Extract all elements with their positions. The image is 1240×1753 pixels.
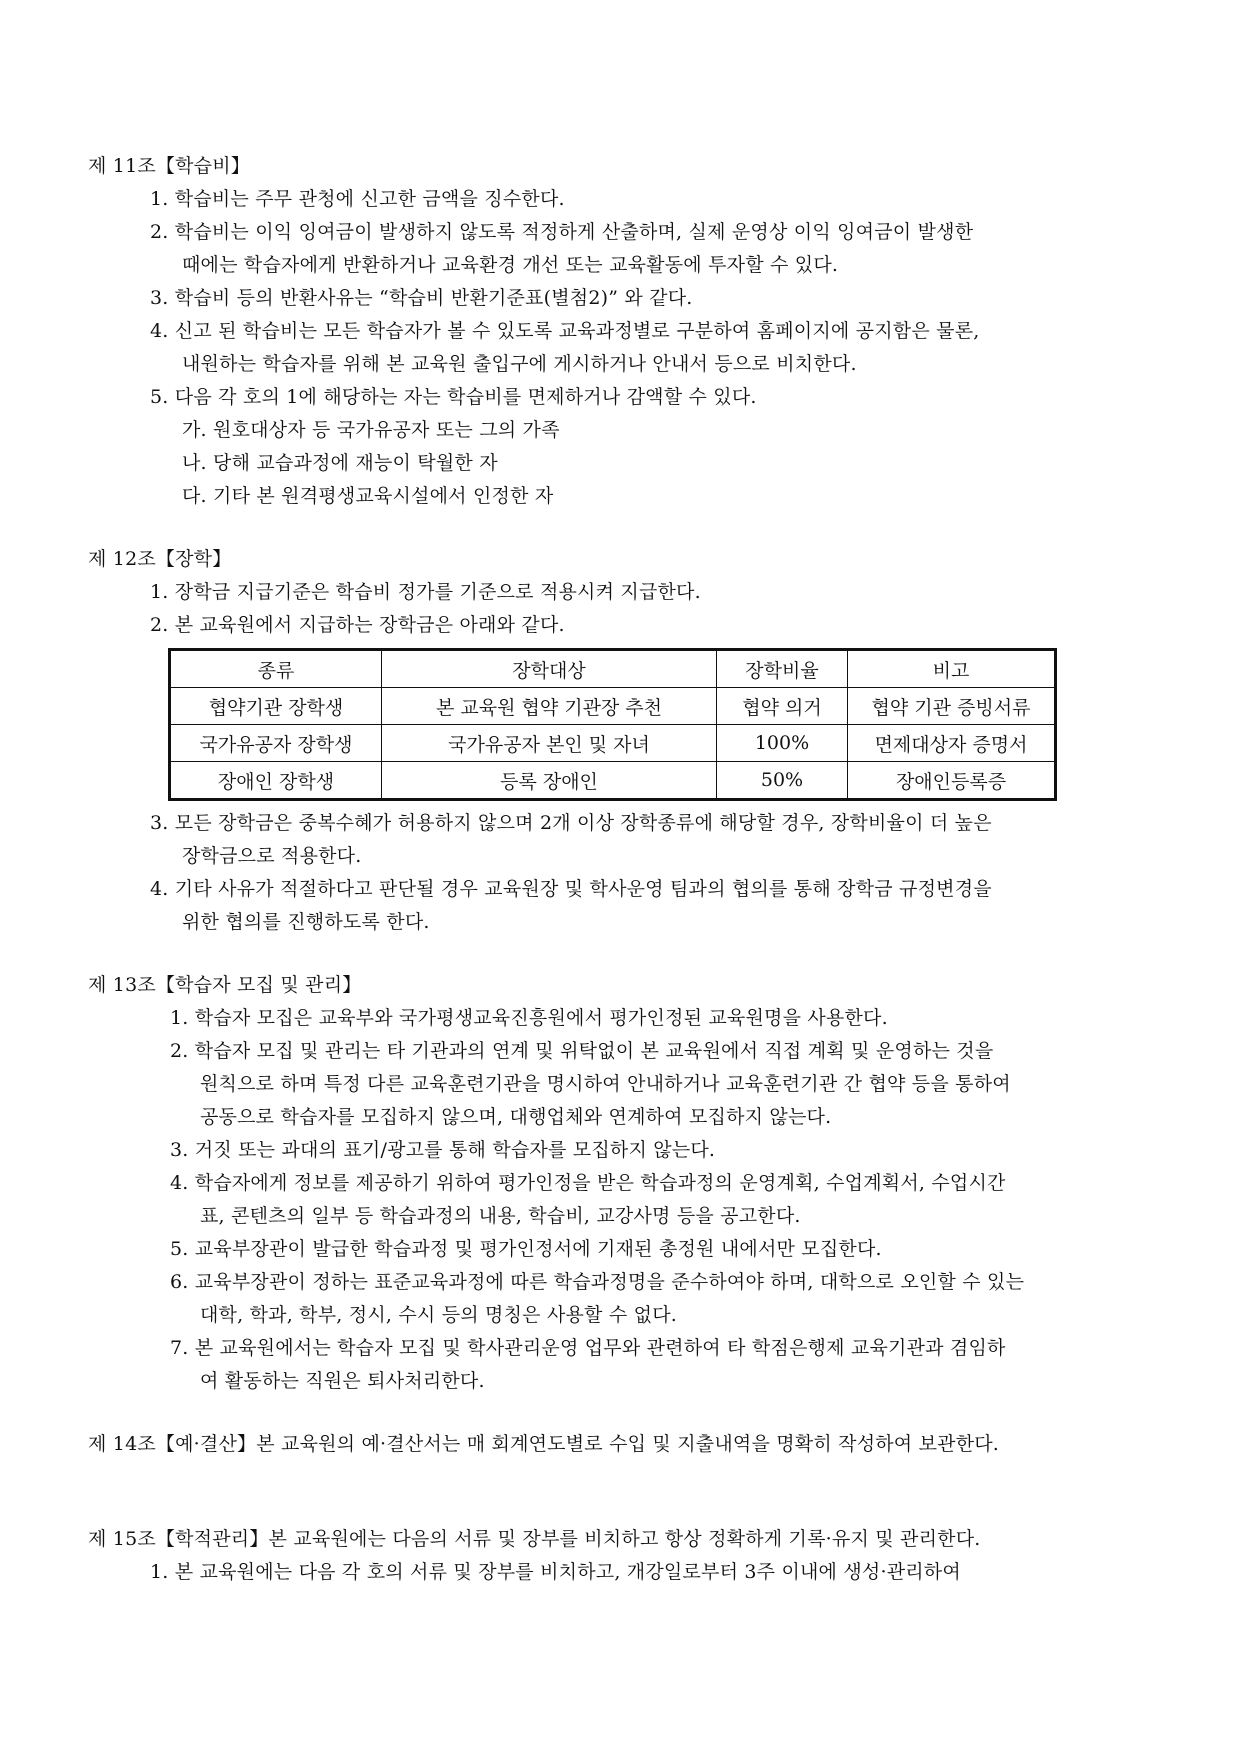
- cell-ratio: 100%: [717, 725, 848, 762]
- header-ratio: 장학비율: [717, 650, 848, 688]
- article-13-item-1: 1. 학습자 모집은 교육부와 국가평생교육진흥원에서 평가인정된 교육원명을 사용한다.: [170, 1007, 888, 1029]
- table-row: [170, 762, 1056, 800]
- article-12-item-1: 1. 장학금 지급기준은 학습비 정가를 기준으로 적용시켜 지급한다.: [150, 581, 701, 603]
- article-15: 제 15조【학적관리】본 교육원에는 다음의 서류 및 장부를 비치하고 항상 정확하게 기록·유지 및 관리한다.: [88, 1528, 981, 1550]
- regulation-document: [88, 150, 1168, 1589]
- article-12-title: 제 12조【장학】: [88, 548, 232, 570]
- article-11-item-4: 4. 신고 된 학습비는 모든 학습자가 볼 수 있도록 교육과정별로 구분하여 홈페이지에 공지함은 물론,: [150, 320, 980, 342]
- table-row: [170, 688, 1056, 725]
- cell-target: 등록 장애인: [382, 762, 717, 800]
- article-13-item-4-cont: 표, 콘텐츠의 일부 등 학습과정의 내용, 학습비, 교강사명 등을 공고한다.: [200, 1205, 801, 1227]
- article-11-item-2: 2. 학습비는 이익 잉여금이 발생하지 않도록 적정하게 산출하며, 실제 운영상 이익 잉여금이 발생한: [150, 221, 974, 243]
- cell-note: 장애인등록증: [848, 762, 1056, 800]
- article-14: 제 14조【예·결산】본 교육원의 예·결산서는 매 회계연도별로 수입 및 지출내역을 명확히 작성하여 보관한다.: [88, 1433, 1000, 1455]
- cell-target: 국가유공자 본인 및 자녀: [382, 725, 717, 762]
- article-12-item-4: 4. 기타 사유가 적절하다고 판단될 경우 교육원장 및 학사운영 팀과의 협의를 통해 장학금 규정변경을: [150, 878, 992, 900]
- scholarship-table-header: [170, 650, 1056, 688]
- article-13-title: 제 13조【학습자 모집 및 관리】: [88, 974, 362, 996]
- article-15-item-1: 1. 본 교육원에는 다음 각 호의 서류 및 장부를 비치하고, 개강일로부터 3주 이내에 생성·관리하여: [150, 1561, 961, 1583]
- article-13-item-2-cont: 원칙으로 하며 특정 다른 교육훈련기관을 명시하여 안내하거나 교육훈련기관 간 협약 등을 통하여: [200, 1073, 1011, 1095]
- cell-note: 협약 기관 증빙서류: [848, 688, 1056, 725]
- cell-type: 장애인 장학생: [170, 762, 382, 800]
- cell-ratio: 50%: [717, 762, 848, 800]
- article-13-item-5: 5. 교육부장관이 발급한 학습과정 및 평가인정서에 기재된 총정원 내에서만 모집한다.: [170, 1238, 882, 1260]
- cell-note: 면제대상자 증명서: [848, 725, 1056, 762]
- article-13-item-2-cont: 공동으로 학습자를 모집하지 않으며, 대행업체와 연계하여 모집하지 않는다.: [200, 1106, 832, 1128]
- table-row: [170, 725, 1056, 762]
- cell-type: 국가유공자 장학생: [170, 725, 382, 762]
- header-note: 비고: [848, 650, 1056, 688]
- article-11-sub-da: 다. 기타 본 원격평생교육시설에서 인정한 자: [182, 485, 554, 507]
- cell-target: 본 교육원 협약 기관장 추천: [382, 688, 717, 725]
- article-13-item-4: 4. 학습자에게 정보를 제공하기 위하여 평가인정을 받은 학습과정의 운영계획, 수업계획서, 수업시간: [170, 1172, 1006, 1194]
- article-11-sub-na: 나. 당해 교습과정에 재능이 탁월한 자: [182, 452, 498, 474]
- article-12-item-4-cont: 위한 협의를 진행하도록 한다.: [182, 911, 430, 933]
- article-11-item-4-cont: 내원하는 학습자를 위해 본 교육원 출입구에 게시하거나 안내서 등으로 비치한다.: [182, 353, 857, 375]
- header-target: 장학대상: [382, 650, 717, 688]
- article-13-item-2: 2. 학습자 모집 및 관리는 타 기관과의 연계 및 위탁없이 본 교육원에서 직접 계획 및 운영하는 것을: [170, 1040, 994, 1062]
- article-11-sub-ga: 가. 원호대상자 등 국가유공자 또는 그의 가족: [182, 419, 560, 441]
- cell-ratio: 협약 의거: [717, 688, 848, 725]
- article-13-item-7: 7. 본 교육원에서는 학습자 모집 및 학사관리운영 업무와 관련하여 타 학점은행제 교육기관과 겸임하: [170, 1337, 1006, 1359]
- header-type: 종류: [170, 650, 382, 688]
- cell-type: 협약기관 장학생: [170, 688, 382, 725]
- article-13-item-7-cont: 여 활동하는 직원은 퇴사처리한다.: [200, 1370, 485, 1392]
- article-12-item-3: 3. 모든 장학금은 중복수혜가 허용하지 않으며 2개 이상 장학종류에 해당할 경우, 장학비율이 더 높은: [150, 812, 992, 834]
- article-11-item-1: 1. 학습비는 주무 관청에 신고한 금액을 징수한다.: [150, 188, 565, 210]
- scholarship-table: [168, 648, 1057, 801]
- article-13-item-6-cont: 대학, 학과, 학부, 정시, 수시 등의 명칭은 사용할 수 없다.: [200, 1304, 677, 1326]
- article-11-title: 제 11조【학습비】: [88, 155, 250, 177]
- article-11-item-2-cont: 때에는 학습자에게 반환하거나 교육환경 개선 또는 교육활동에 투자할 수 있다.: [182, 254, 839, 276]
- article-11-item-5: 5. 다음 각 호의 1에 해당하는 자는 학습비를 면제하거나 감액할 수 있다.: [150, 386, 757, 408]
- article-13-item-3: 3. 거짓 또는 과대의 표기/광고를 통해 학습자를 모집하지 않는다.: [170, 1139, 716, 1161]
- article-13-item-6: 6. 교육부장관이 정하는 표준교육과정에 따른 학습과정명을 준수하여야 하며, 대학으로 오인할 수 있는: [170, 1271, 1025, 1293]
- article-12-item-2: 2. 본 교육원에서 지급하는 장학금은 아래와 같다.: [150, 614, 565, 636]
- article-12-item-3-cont: 장학금으로 적용한다.: [182, 845, 362, 867]
- article-11-item-3: 3. 학습비 등의 반환사유는 “학습비 반환기준표(별첨2)” 와 같다.: [150, 287, 693, 309]
